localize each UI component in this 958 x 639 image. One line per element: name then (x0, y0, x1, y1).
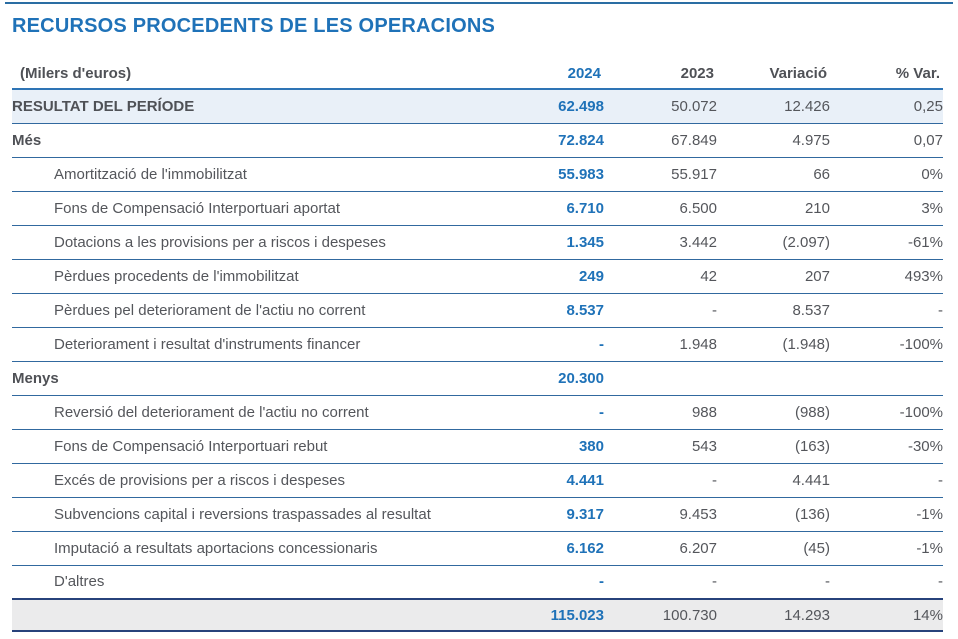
value-2023: 42 (604, 259, 717, 293)
table-row-total (12, 599, 943, 631)
row-label: Amortització de l'immobilitzat (12, 157, 491, 191)
value-2024: 115.023 (491, 599, 604, 631)
value-2023: - (604, 565, 717, 599)
value-pct-var: 14% (830, 599, 943, 631)
table-row-menys (12, 361, 943, 395)
row-label: Menys (12, 361, 491, 395)
table-row-subvencions-capital (12, 497, 943, 531)
value-2024: 6.162 (491, 531, 604, 565)
value-2023 (604, 361, 717, 395)
value-variacio: (988) (717, 395, 830, 429)
value-2024: 380 (491, 429, 604, 463)
value-variacio: (163) (717, 429, 830, 463)
value-2023: 67.849 (604, 123, 717, 157)
value-variacio: (136) (717, 497, 830, 531)
table-row-dotacions-provisions (12, 225, 943, 259)
value-2024: 55.983 (491, 157, 604, 191)
value-variacio: 207 (717, 259, 830, 293)
value-2023: 3.442 (604, 225, 717, 259)
value-2024: 20.300 (491, 361, 604, 395)
value-2023: 50.072 (604, 89, 717, 123)
value-2023: - (604, 293, 717, 327)
table-row-deteriorament-instruments (12, 327, 943, 361)
value-pct-var: - (830, 565, 943, 599)
value-2023: - (604, 463, 717, 497)
value-pct-var: - (830, 463, 943, 497)
column-header-2024: 2024 (491, 59, 604, 89)
value-pct-var: -1% (830, 531, 943, 565)
row-label: Més (12, 123, 491, 157)
row-label: Excés de provisions per a riscos i despeses (12, 463, 491, 497)
table-row-resultat-del-periode (12, 89, 943, 123)
value-variacio: 4.441 (717, 463, 830, 497)
row-label: Subvencions capital i reversions traspassades al resultat (12, 497, 491, 531)
value-2023: 6.207 (604, 531, 717, 565)
value-variacio: 210 (717, 191, 830, 225)
top-rule (5, 2, 953, 4)
value-2024: 1.345 (491, 225, 604, 259)
table-row-mes (12, 123, 943, 157)
row-label: Fons de Compensació Interportuari rebut (12, 429, 491, 463)
table-row-perdues-procedents (12, 259, 943, 293)
value-variacio: 66 (717, 157, 830, 191)
value-pct-var: -1% (830, 497, 943, 531)
table-row-perdues-deteriorament (12, 293, 943, 327)
value-2023: 9.453 (604, 497, 717, 531)
value-pct-var: -100% (830, 327, 943, 361)
value-pct-var: 0,07 (830, 123, 943, 157)
value-variacio: 14.293 (717, 599, 830, 631)
value-2024: 249 (491, 259, 604, 293)
value-pct-var: 0% (830, 157, 943, 191)
value-pct-var: -61% (830, 225, 943, 259)
value-2024: 6.710 (491, 191, 604, 225)
value-2023: 55.917 (604, 157, 717, 191)
row-label: Imputació a resultats aportacions concessionaris (12, 531, 491, 565)
value-2024: 62.498 (491, 89, 604, 123)
value-pct-var: 0,25 (830, 89, 943, 123)
value-pct-var: 3% (830, 191, 943, 225)
column-header-2023: 2023 (604, 59, 717, 89)
value-2024: - (491, 395, 604, 429)
value-2024: 9.317 (491, 497, 604, 531)
value-pct-var: - (830, 293, 943, 327)
value-variacio: (2.097) (717, 225, 830, 259)
value-pct-var: 493% (830, 259, 943, 293)
table-row-daltres (12, 565, 943, 599)
value-2023: 1.948 (604, 327, 717, 361)
row-label: Pèrdues pel deteriorament de l'actiu no corrent (12, 293, 491, 327)
table-row-exces-provisions (12, 463, 943, 497)
value-2024: 72.824 (491, 123, 604, 157)
column-header-variacio: Variació (717, 59, 830, 89)
table-row-imputacio-concessionaris (12, 531, 943, 565)
row-label (12, 599, 491, 631)
value-2023: 6.500 (604, 191, 717, 225)
value-variacio: - (717, 565, 830, 599)
row-label: Pèrdues procedents de l'immobilitzat (12, 259, 491, 293)
row-label: Fons de Compensació Interportuari aportat (12, 191, 491, 225)
value-2023: 100.730 (604, 599, 717, 631)
value-2024: - (491, 565, 604, 599)
value-variacio: 4.975 (717, 123, 830, 157)
financial-table (12, 59, 943, 632)
value-pct-var: -100% (830, 395, 943, 429)
table-row-fons-compensacio-aportat (12, 191, 943, 225)
value-variacio: (1.948) (717, 327, 830, 361)
value-2024: - (491, 327, 604, 361)
value-pct-var (830, 361, 943, 395)
value-variacio (717, 361, 830, 395)
row-label: Deteriorament i resultat d'instruments financer (12, 327, 491, 361)
page-title: RECURSOS PROCEDENTS DE LES OPERACIONS (12, 15, 496, 37)
row-label: Reversió del deteriorament de l'actiu no corrent (12, 395, 491, 429)
table-row-fons-compensacio-rebut (12, 429, 943, 463)
table-header-row (12, 59, 943, 89)
value-2024: 8.537 (491, 293, 604, 327)
unit-label: (Milers d'euros) (12, 59, 491, 89)
value-2023: 988 (604, 395, 717, 429)
value-variacio: 8.537 (717, 293, 830, 327)
value-pct-var: -30% (830, 429, 943, 463)
table-row-reversio-deteriorament (12, 395, 943, 429)
row-label: D'altres (12, 565, 491, 599)
column-header-pct-var: % Var. (830, 59, 943, 89)
value-variacio: (45) (717, 531, 830, 565)
value-variacio: 12.426 (717, 89, 830, 123)
row-label: RESULTAT DEL PERÍODE (12, 89, 491, 123)
row-label: Dotacions a les provisions per a riscos i despeses (12, 225, 491, 259)
value-2023: 543 (604, 429, 717, 463)
value-2024: 4.441 (491, 463, 604, 497)
table-row-amortitzacio (12, 157, 943, 191)
